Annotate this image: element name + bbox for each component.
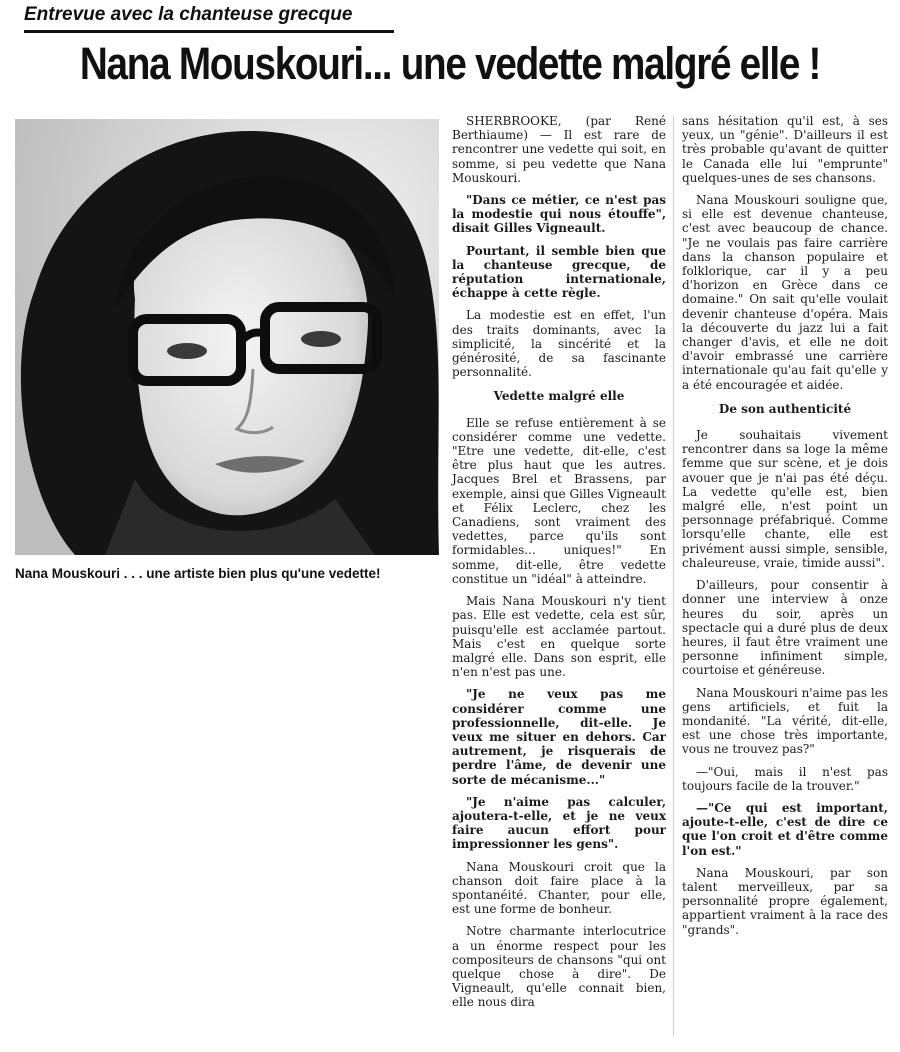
paragraph-quote-vigneault: "Dans ce métier, ce n'est pas la modestie qui nous étouffe", disait Gilles Vigneault.: [452, 193, 666, 236]
paragraph-compositeurs: Notre charmante interlocutrice a un énorme respect pour les compositeurs de chansons "qui ont quelque chose à dire". De Vigneault, qu'elle connait bien, elle nous dira: [452, 924, 666, 1010]
article-column-1: [452, 114, 666, 1018]
headline: Nana Mouskouri... une vedette malgré elle !: [79, 38, 821, 89]
article-column-2: [682, 114, 888, 945]
paragraph-pourtant: Pourtant, il semble bien que la chanteuse grecque, de réputation internationale, échappe à cette règle.: [452, 243, 666, 301]
paragraph-n-y-tient-pas: Mais Nana Mouskouri n'y tient pas. Elle est vedette, cela est sûr, puisqu'elle est acclamée partout. Mais c'est en quelque sorte malgré elle. Dans son esprit, elle n'en n'est pas une.: [452, 594, 666, 680]
paragraph-refuse: Elle se refuse entièrement à se considérer comme une vedette. "Etre une vedette, dit-elle, c'est être plus haut que les autres. Jacques Brel et Brassens, par exemple, ainsi que Gilles Vigneault et Félix Leclerc, chez les Canadiens, sont vraiment des vedettes, parce qu'ils sont formidables... uniques!" En somme, dit-elle, être vedette constitue un "idéal" à atteindre.: [452, 415, 666, 586]
paragraph-oui: —"Oui, mais il n'est pas toujours facile de la trouver.": [682, 764, 888, 793]
photo-caption: Nana Mouskouri . . . une artiste bien plus qu'une vedette!: [15, 566, 381, 581]
paragraph-important: —"Ce qui est important, ajoute-t-elle, c'est de dire ce que l'on croit et d'être comme l'on est.": [682, 800, 888, 858]
subheading-vedette-malgre-elle: Vedette malgré elle: [493, 389, 625, 404]
paragraph-spontaneite: Nana Mouskouri croit que la chanson doit faire place à la spontanéité. Chanter, pour elle, est une forme de bonheur.: [452, 859, 666, 917]
paragraph-calculer: "Je n'aime pas calculer, ajoutera-t-elle, et je ne veux faire aucun effort pour impressionner les gens".: [452, 794, 666, 852]
paragraph-interview: D'ailleurs, pour consentir à donner une interview à onze heures du soir, après un spectacle qui a duré plus de deux heures, il faut être vraiment une personne infiniment simple, courtoise et généreuse.: [682, 578, 888, 678]
paragraph-modestie: La modestie est en effet, l'un des traits dominants, avec la simplicité, la sincérité et la générosité, de sa fascinante personnalité.: [452, 308, 666, 380]
section-kicker: Entrevue avec la chanteuse grecque: [24, 4, 353, 25]
subheading-authenticite: De son authenticité: [718, 401, 852, 416]
paragraph-artificiels: Nana Mouskouri n'aime pas les gens artificiels, et fuit la mondanité. "La vérité, dit-elle, est une chose très importante, vous ne trouvez pas?": [682, 685, 888, 757]
kicker-underline: [24, 30, 394, 33]
portrait-photo: [15, 119, 439, 555]
paragraph-loge: Je souhaitais vivement rencontrer dans sa loge la même femme que sur scène, et je dois avouer que je n'ai pas été déçu. La vedette qu'elle est, bien malgré elle, n'est point un personnage préfabriqué. Comme lorsqu'elle chante, elle est privément aussi simple, sensible, chaleureuse, vraie, timide aussi".: [682, 428, 888, 570]
paragraph-professionnelle: "Je ne veux pas me considérer comme une professionnelle, dit-elle. Je veux me situer en dehors. Car autrement, je risquerais de perdre l'âme, de devenir une sorte de mécanisme...": [452, 687, 666, 787]
portrait-illustration: [15, 119, 439, 555]
column-divider: [673, 116, 674, 1036]
paragraph-grands: Nana Mouskouri, par son talent merveilleux, par sa personnalité propre également, appartient vraiment à la race des "grands".: [682, 865, 888, 937]
paragraph-dateline: SHERBROOKE, (par René Berthiaume) — Il est rare de rencontrer une vedette qui soit, en somme, si peu vedette que Nana Mouskouri.: [452, 114, 666, 185]
paragraph-genie: sans hésitation qu'il est, à ses yeux, un "génie". D'ailleurs il est très probable qu'avant de quitter le Canada elle lui "emprunte" quelques-unes de ses chansons.: [682, 114, 888, 185]
paragraph-chance: Nana Mouskouri souligne que, si elle est devenue chanteuse, c'est avec beaucoup de chance. "Je ne voulais pas faire carrière dans la chanson populaire et folklorique, car il y a peu d'horizon en Grèce dans ce domaine." On sait qu'elle voulait devenir chanteuse d'opéra. Mais la découverte du jazz lui a fait changer d'avis, et elle ne doit d'avoir embrassé une carrière internationale qu'au fait qu'elle y a été encouragée et aidée.: [682, 193, 888, 392]
